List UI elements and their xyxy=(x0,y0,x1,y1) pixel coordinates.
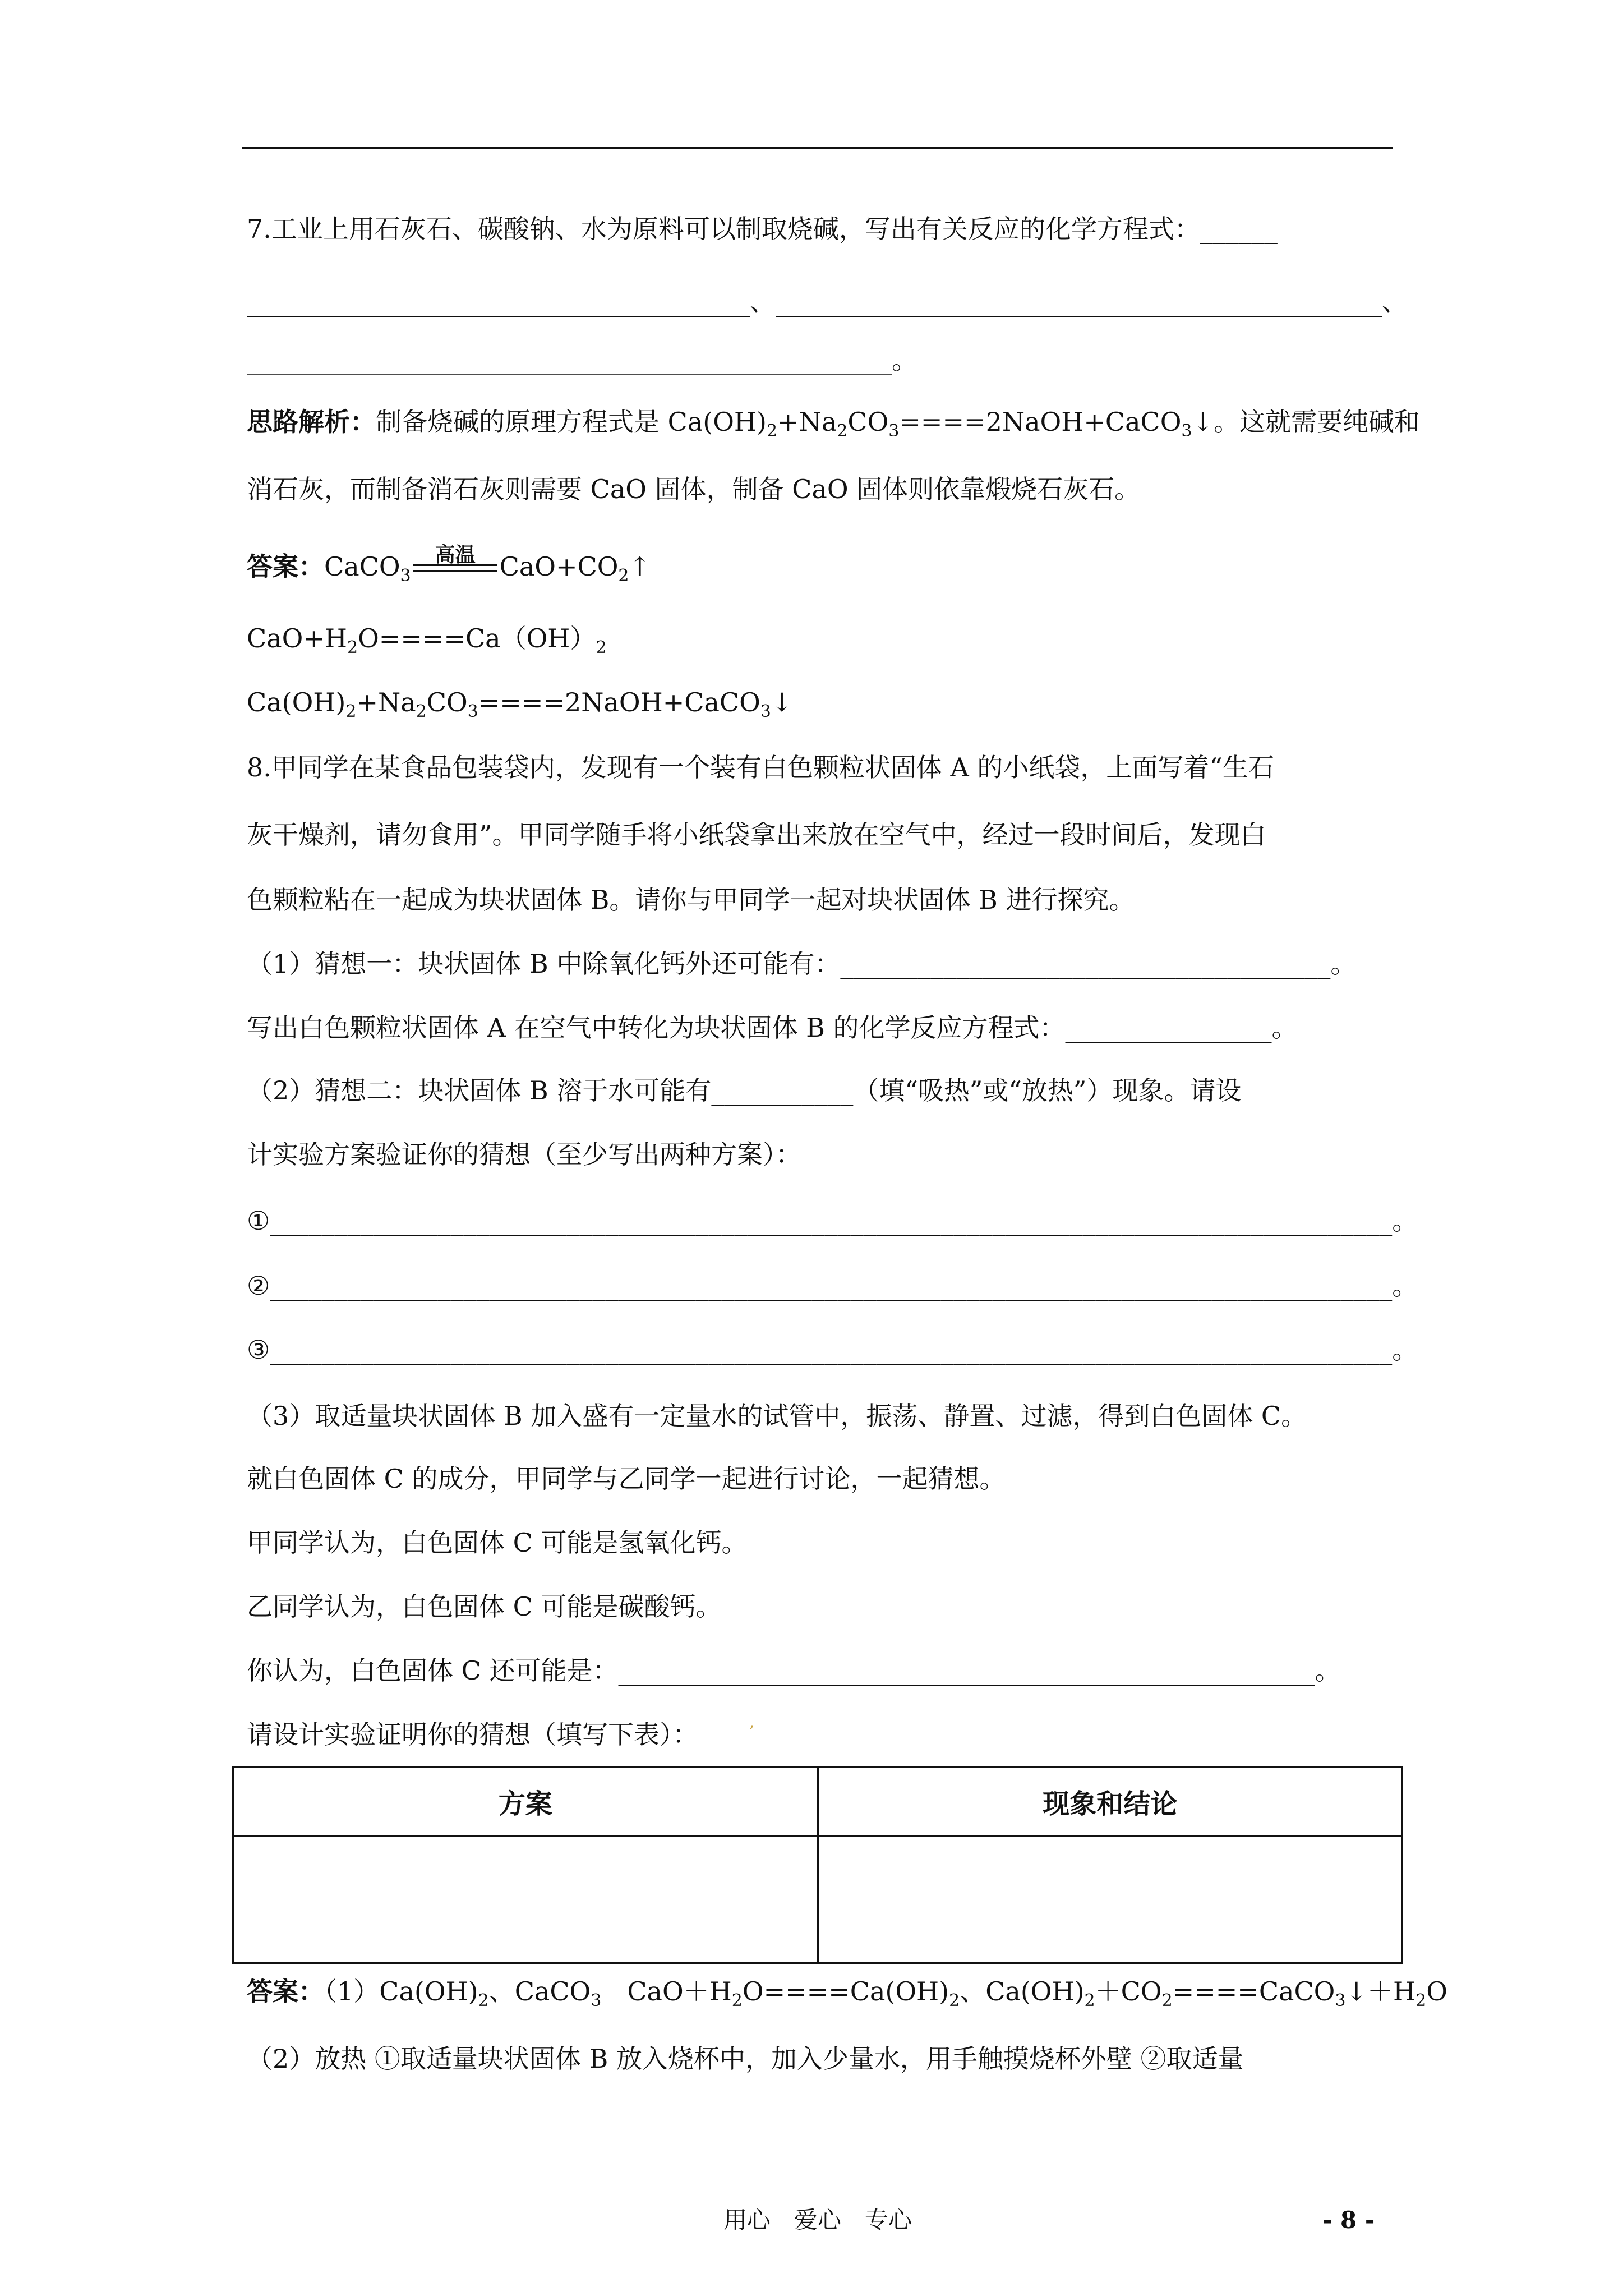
answer-7-eq-2: $CaO+H_2O====Ca(OH)_2$ xyxy=(247,623,607,657)
question-7-line-3: __________________________________________________。 xyxy=(247,345,917,375)
plan-blank-3: ③_______________________________________________________________________________________。 xyxy=(247,1335,1418,1365)
question-7-line-2: _______________________________________、_______________________________________________、 xyxy=(247,287,1408,317)
question-8-line-2: 灰干燥剂，请勿食用”。甲同学随手将小纸袋拿出来放在空气中，经过一段时间后，发现白 xyxy=(247,820,1266,850)
analysis-line-1: 思路解析：制备烧碱的原理方程式是 $Ca(OH)_2+Na_2CO_3====2NaOH+CaCO_3↓$。这就需要纯碱和 xyxy=(247,407,1421,441)
answer-label: 答案： xyxy=(247,1976,324,2007)
stray-mark: , xyxy=(749,1712,755,1732)
page-number: - 8 - xyxy=(1322,2206,1375,2234)
table-row xyxy=(233,1836,1403,1963)
question-8-part-2-cont: 计实验方案验证你的猜想（至少写出两种方案）： xyxy=(247,1139,801,1170)
student-b-guess: 乙同学认为，白色固体 C 可能是碳酸钙。 xyxy=(247,1591,722,1622)
question-8-line-1: 8.甲同学在某食品包装袋内，发现有一个装有白色颗粒状固体 A 的小纸袋，上面写着“生石 xyxy=(247,752,1274,783)
answer-7-eq-3: $Ca(OH)_2+Na_2CO_3====2NaOH+CaCO_3↓$ xyxy=(247,687,793,721)
reaction-condition: 高温 xyxy=(413,558,497,580)
question-8-line-3: 色颗粒粘在一起成为块状固体 B。请你与甲同学一起对块状固体 B 进行探究。 xyxy=(247,885,1135,915)
header-rule xyxy=(242,147,1393,149)
question-8-part-3-cont: 就白色固体 C 的成分，甲同学与乙同学一起进行讨论，一起猜想。 xyxy=(247,1464,1006,1494)
question-8-part-2: （2）猜想二：块状固体 B 溶于水可能有___________（填“吸热”或“放热”）现象。请设 xyxy=(247,1075,1242,1106)
analysis-line-2: 消石灰，而制备消石灰则需要 CaO 固体，制备 CaO 固体则依靠煅烧石灰石。 xyxy=(247,474,1141,504)
question-8-part-1-equation: 写出白色颗粒状固体 A 在空气中转化为块状固体 B 的化学反应方程式：________________。 xyxy=(247,1013,1298,1043)
table-instruction: 请设计实验证明你的猜想（填写下表）： xyxy=(247,1719,698,1750)
table-header-row xyxy=(233,1767,1403,1836)
table-cell xyxy=(233,1836,818,1963)
answer-label: 答案： xyxy=(247,551,324,582)
table-header: 现象和结论 xyxy=(818,1767,1403,1836)
answer-8-line-1: 答案：$(1)Ca(OH)_2$、CaCO$_3$ $CaO+H_2O====Ca(OH)_2$、$Ca(OH)_2+CO_2====CaCO_3↓+H_2O$ xyxy=(247,1976,1447,2010)
question-8-part-3: （3）取适量块状固体 B 加入盛有一定量水的试管中，振荡、静置、过滤，得到白色固体 C。 xyxy=(247,1401,1307,1431)
experiment-table xyxy=(232,1766,1403,1964)
footer-motto: 用心 爱心 专心 xyxy=(723,2206,912,2234)
analysis-label: 思路解析： xyxy=(247,407,376,437)
answer-8-line-2: （2）放热 ①取适量块状固体 B 放入烧杯中，加入少量水，用手触摸烧杯外壁 ②取适量 xyxy=(247,2044,1244,2074)
question-7-line-1: 7.工业上用石灰石、碳酸钠、水为原料可以制取烧碱，写出有关反应的化学方程式：______ xyxy=(247,214,1278,244)
your-guess: 你认为，白色固体 C 还可能是：______________________________________________________。 xyxy=(247,1655,1341,1686)
question-8-part-1: （1）猜想一：块状固体 B 中除氧化钙外还可能有：______________________________________。 xyxy=(247,949,1357,979)
plan-blank-1: ①_______________________________________________________________________________________。 xyxy=(247,1205,1418,1236)
answer-7-eq-1: 答案：CaCO$_3$ 高温 $CaO+CO_2↑$ xyxy=(247,544,651,586)
plan-blank-2: ②_______________________________________________________________________________________。 xyxy=(247,1271,1418,1301)
student-a-guess: 甲同学认为，白色固体 C 可能是氢氧化钙。 xyxy=(247,1527,748,1558)
table-header: 方案 xyxy=(233,1767,818,1836)
table-cell xyxy=(818,1836,1403,1963)
